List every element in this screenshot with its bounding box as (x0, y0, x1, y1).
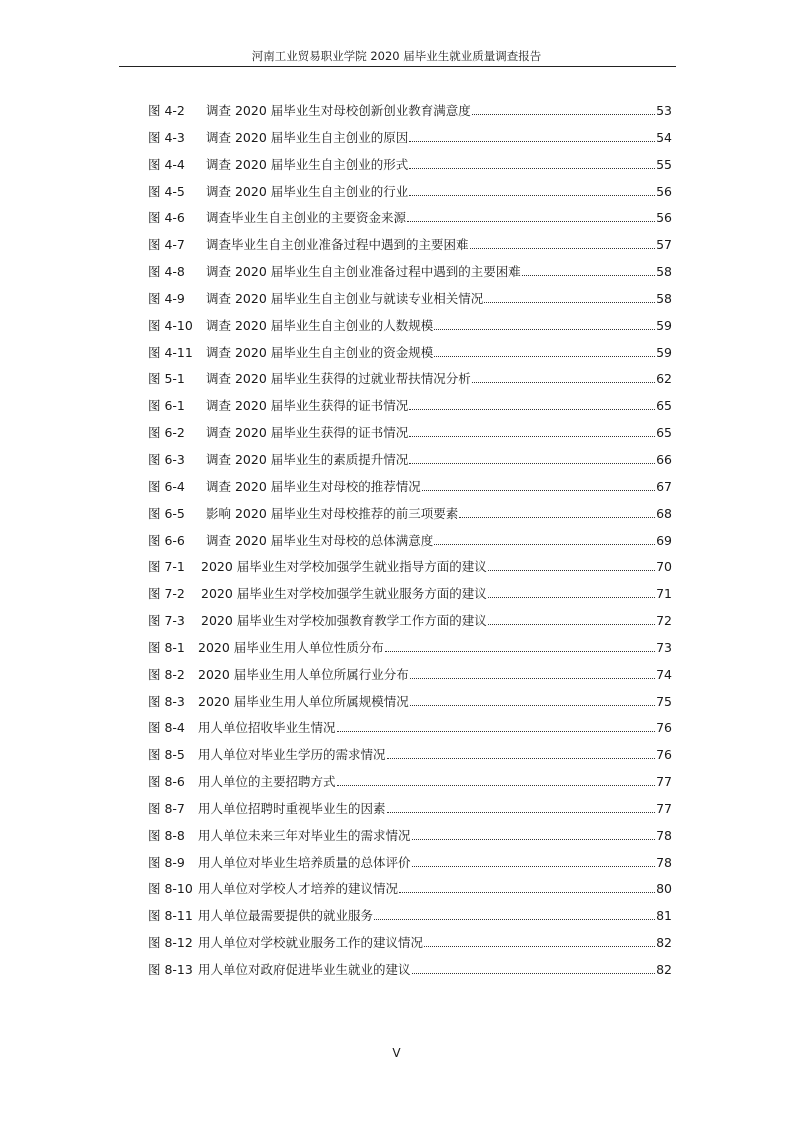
page-reference: 82 (656, 935, 672, 951)
figure-number: 图 4-11 (148, 344, 193, 360)
figure-number: 图 8-2 (148, 666, 185, 682)
figure-number: 图 8-13 (148, 962, 193, 977)
page-reference: 55 (656, 156, 672, 172)
figure-number: 图 6-1 (148, 398, 185, 414)
dot-leader (412, 966, 656, 975)
figure-number: 图 4-4 (148, 156, 185, 172)
figure-title: 调查 2020 届毕业生对母校创新创业教育满意度 (206, 103, 471, 118)
figure-number: 图 7-1 (148, 559, 185, 575)
dot-leader (407, 214, 655, 223)
figure-number: 图 4-3 (148, 129, 185, 145)
dot-leader (470, 241, 656, 250)
toc-entry[interactable] (148, 745, 672, 772)
toc-entry[interactable] (148, 504, 672, 531)
header-divider (119, 66, 676, 67)
dot-leader (434, 536, 655, 545)
toc-entry[interactable] (148, 155, 672, 182)
page-reference: 58 (656, 290, 672, 306)
toc-entry[interactable] (148, 584, 672, 611)
figure-title: 调查 2020 届毕业生自主创业的原因 (206, 129, 409, 145)
dot-leader (488, 617, 655, 626)
figure-title: 用人单位对毕业生培养质量的总体评价 (198, 854, 411, 870)
dot-leader (409, 402, 655, 411)
page-reference: 65 (656, 398, 672, 414)
dot-leader (337, 778, 656, 787)
figure-title: 调查毕业生自主创业的主要资金来源 (206, 210, 407, 226)
page-reference: 65 (656, 425, 672, 441)
page-reference: 56 (656, 210, 672, 226)
figure-number: 图 8-3 (148, 693, 185, 709)
figure-title: 调查 2020 届毕业生对母校的推荐情况 (206, 478, 421, 494)
figure-number: 图 4-10 (148, 317, 193, 333)
toc-entry[interactable] (148, 289, 672, 316)
toc-entry[interactable] (148, 208, 672, 235)
toc-entry[interactable] (148, 799, 672, 826)
page-reference: 76 (656, 720, 672, 736)
dot-leader (387, 804, 656, 813)
page-reference: 70 (656, 559, 672, 575)
toc-entry[interactable] (148, 477, 672, 504)
figure-title: 用人单位招收毕业生情况 (198, 720, 336, 736)
page-reference: 54 (656, 129, 672, 145)
figure-title: 调查 2020 届毕业生自主创业与就读专业相关情况 (206, 290, 484, 306)
toc-entry[interactable] (148, 718, 672, 745)
figure-title: 用人单位未来三年对毕业生的需求情况 (198, 827, 411, 843)
toc-entry[interactable] (148, 369, 672, 396)
toc-entry[interactable] (148, 531, 672, 558)
dot-leader (488, 590, 655, 599)
page-reference: 77 (656, 774, 672, 790)
figure-number: 图 8-12 (148, 935, 193, 951)
figure-title: 调查毕业生自主创业准备过程中遇到的主要困难 (206, 237, 469, 253)
toc-entry[interactable] (148, 557, 672, 584)
toc-entry[interactable] (148, 879, 672, 906)
dot-leader (399, 885, 655, 894)
dot-leader (410, 670, 655, 679)
dot-leader (385, 643, 655, 652)
toc-entry[interactable] (148, 262, 672, 289)
page-reference: 67 (656, 478, 672, 494)
page-reference: 68 (656, 505, 672, 521)
figure-title: 2020 届毕业生对学校加强教育教学工作方面的建议 (201, 613, 487, 629)
dot-leader (472, 375, 655, 384)
toc-entry[interactable] (148, 772, 672, 799)
page-header-title: 河南工业贸易职业学院 2020 届毕业生就业质量调查报告 (251, 49, 542, 63)
figure-number: 图 7-3 (148, 613, 185, 629)
figure-number: 图 8-8 (148, 827, 185, 843)
page-reference: 66 (656, 451, 672, 467)
page-reference: 73 (656, 639, 672, 655)
page-reference: 78 (656, 827, 672, 843)
figure-number: 图 6-4 (148, 478, 185, 494)
page-reference: 76 (656, 747, 672, 763)
figure-number: 图 4-6 (148, 210, 185, 226)
dot-leader (434, 348, 655, 357)
figure-title: 调查 2020 届毕业生获得的过就业帮扶情况分析 (206, 371, 471, 387)
page-reference: 75 (656, 693, 672, 709)
figure-title: 2020 届毕业生对学校加强学生就业服务方面的建议 (201, 586, 487, 602)
figure-title: 用人单位对毕业生学历的需求情况 (198, 747, 386, 763)
dot-leader (472, 107, 655, 116)
dot-leader (337, 724, 656, 733)
figure-list-of-contents (148, 101, 672, 987)
toc-entry[interactable] (148, 235, 672, 262)
dot-leader (409, 429, 655, 438)
figure-title: 调查 2020 届毕业生对母校的总体满意度 (206, 532, 434, 548)
toc-entry[interactable] (148, 638, 672, 665)
toc-entry[interactable] (148, 343, 672, 370)
page-reference: 77 (656, 800, 672, 816)
toc-entry[interactable] (148, 665, 672, 692)
figure-title: 2020 届毕业生用人单位所属行业分布 (198, 666, 409, 682)
page-reference: 72 (656, 613, 672, 629)
figure-number: 图 4-5 (148, 183, 185, 199)
figure-title: 调查 2020 届毕业生获得的证书情况 (206, 398, 409, 414)
figure-title: 影响 2020 届毕业生对母校推荐的前三项要素 (206, 505, 459, 521)
page-reference: 78 (656, 854, 672, 870)
figure-title: 用人单位招聘时重视毕业生的因素 (198, 800, 386, 816)
figure-number: 图 8-7 (148, 800, 185, 816)
figure-number: 图 8-1 (148, 639, 185, 655)
figure-title: 调查 2020 届毕业生自主创业的形式 (206, 156, 409, 172)
figure-number: 图 8-9 (148, 854, 185, 870)
figure-title: 调查 2020 届毕业生自主创业准备过程中遇到的主要困难 (206, 264, 521, 280)
figure-number: 图 8-6 (148, 774, 185, 790)
toc-entry[interactable] (148, 101, 672, 128)
figure-title: 用人单位对政府促进毕业生就业的建议 (198, 962, 411, 977)
figure-number: 图 8-4 (148, 720, 185, 736)
dot-leader (412, 858, 656, 867)
toc-entry[interactable] (148, 128, 672, 155)
figure-title: 用人单位的主要招聘方式 (198, 774, 336, 790)
page-reference: 56 (656, 183, 672, 199)
dot-leader (488, 563, 655, 572)
figure-number: 图 4-8 (148, 264, 185, 280)
figure-number: 图 4-7 (148, 237, 185, 253)
figure-title: 调查 2020 届毕业生的素质提升情况 (206, 451, 409, 467)
toc-entry[interactable] (148, 826, 672, 853)
page-reference: 71 (656, 586, 672, 602)
dot-leader (424, 939, 655, 948)
figure-number: 图 6-5 (148, 505, 185, 521)
figure-number: 图 6-6 (148, 532, 185, 548)
page-reference: 62 (656, 371, 672, 387)
figure-number: 图 8-5 (148, 747, 185, 763)
page-reference: 81 (656, 908, 672, 924)
toc-entry[interactable] (148, 396, 672, 423)
figure-number: 图 7-2 (148, 586, 185, 602)
dot-leader (434, 321, 655, 330)
dot-leader (409, 160, 655, 169)
toc-entry[interactable] (148, 423, 672, 450)
figure-title: 调查 2020 届毕业生自主创业的行业 (206, 183, 409, 199)
figure-title: 用人单位最需要提供的就业服务 (198, 908, 374, 924)
page-reference: 80 (656, 881, 672, 897)
figure-number: 图 8-11 (148, 908, 193, 924)
figure-title: 用人单位对学校人才培养的建议情况 (198, 881, 399, 897)
dot-leader (409, 455, 655, 464)
figure-title: 调查 2020 届毕业生自主创业的资金规模 (206, 344, 434, 360)
figure-number: 图 8-10 (148, 881, 193, 897)
figure-number: 图 5-1 (148, 371, 185, 387)
page-reference: 74 (656, 666, 672, 682)
dot-leader (459, 509, 655, 518)
page-reference: 59 (656, 317, 672, 333)
figure-number: 图 4-9 (148, 290, 185, 306)
dot-leader (484, 294, 655, 303)
dot-leader (412, 831, 656, 840)
dot-leader (522, 268, 655, 277)
toc-entry[interactable] (148, 906, 672, 933)
page-reference: 58 (656, 264, 672, 280)
toc-entry[interactable] (148, 933, 672, 960)
dot-leader (374, 912, 655, 921)
dot-leader (422, 482, 655, 491)
toc-entry[interactable] (148, 316, 672, 343)
dot-leader (410, 697, 655, 706)
dot-leader (387, 751, 656, 760)
page-number: V (392, 1046, 401, 1060)
figure-title: 2020 届毕业生用人单位所属规模情况 (198, 693, 409, 709)
toc-entry[interactable] (148, 960, 672, 987)
figure-number: 图 4-2 (148, 103, 185, 118)
toc-entry[interactable] (148, 692, 672, 719)
page-reference: 53 (656, 103, 672, 118)
figure-title: 用人单位对学校就业服务工作的建议情况 (198, 935, 424, 951)
figure-title: 调查 2020 届毕业生获得的证书情况 (206, 425, 409, 441)
dot-leader (409, 187, 655, 196)
figure-number: 图 6-2 (148, 425, 185, 441)
toc-entry[interactable] (148, 450, 672, 477)
figure-title: 2020 届毕业生对学校加强学生就业指导方面的建议 (201, 559, 487, 575)
page-reference: 59 (656, 344, 672, 360)
page-reference: 82 (656, 962, 672, 977)
page-reference: 69 (656, 532, 672, 548)
figure-title: 2020 届毕业生用人单位性质分布 (198, 639, 384, 655)
dot-leader (409, 133, 655, 142)
figure-title: 调查 2020 届毕业生自主创业的人数规模 (206, 317, 434, 333)
figure-number: 图 6-3 (148, 451, 185, 467)
toc-entry[interactable] (148, 182, 672, 209)
toc-entry[interactable] (148, 853, 672, 880)
page-reference: 57 (656, 237, 672, 253)
toc-entry[interactable] (148, 611, 672, 638)
